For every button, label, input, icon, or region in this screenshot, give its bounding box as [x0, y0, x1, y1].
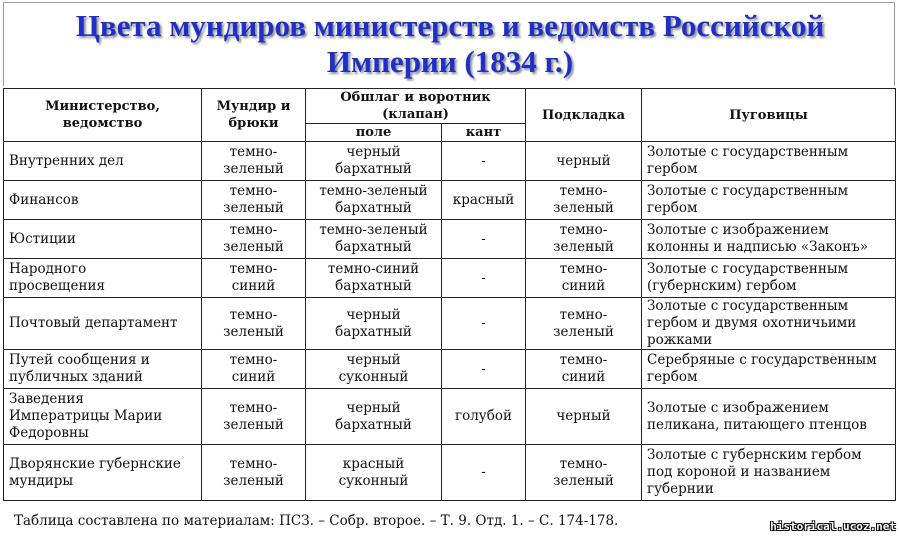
cell-buttons: Золотые с изображением пеликана, питающего птенцов	[642, 389, 896, 445]
cell-edging: -	[442, 142, 526, 181]
cell-buttons: Золотые с губернским гербом под короной и названием губернии	[642, 445, 896, 501]
cell-field: черный суконный	[306, 350, 442, 389]
cell-buttons: Золотые с государственным гербом и двумя охотничьими рожками	[642, 298, 896, 350]
cell-field: черный бархатный	[306, 298, 442, 350]
cell-buttons: Золотые с государственным (губернским) гербом	[642, 259, 896, 298]
uniform-colors-table	[3, 88, 896, 501]
table-row	[4, 389, 896, 445]
header-edging: кант	[442, 124, 526, 142]
cell-uniform: темно- зеленый	[202, 298, 306, 350]
table-row	[4, 181, 896, 220]
cell-lining: черный	[526, 142, 642, 181]
cell-ministry: Юстиции	[4, 220, 202, 259]
cell-field: красный суконный	[306, 445, 442, 501]
cell-uniform: темно- синий	[202, 259, 306, 298]
cell-uniform: темно- зеленый	[202, 181, 306, 220]
cell-edging: -	[442, 259, 526, 298]
cell-ministry: Дворянские губернские мундиры	[4, 445, 202, 501]
title-line: Цвета мундиров министерств и ведомств Российской	[75, 8, 825, 43]
cell-uniform: темно- зеленый	[202, 220, 306, 259]
cell-field: темно-зеленый бархатный	[306, 181, 442, 220]
cell-edging: -	[442, 350, 526, 389]
header-field: поле	[306, 124, 442, 142]
cell-uniform: темно- зеленый	[202, 142, 306, 181]
cell-buttons: Серебряные с государственным гербом	[642, 350, 896, 389]
header-uniform: Мундир и брюки	[202, 89, 306, 142]
table-row	[4, 445, 896, 501]
cell-uniform: темно- зеленый	[202, 445, 306, 501]
header-lining: Подкладка	[526, 89, 642, 142]
cell-uniform: темно- зеленый	[202, 389, 306, 445]
cell-lining: темно- синий	[526, 259, 642, 298]
cell-buttons: Золотые с государственным гербом	[642, 142, 896, 181]
cell-ministry: Финансов	[4, 181, 202, 220]
cell-field: черный бархатный	[306, 389, 442, 445]
cell-edging: -	[442, 445, 526, 501]
header-cuffs-collar: Обшлаг и воротник (клапан)	[306, 89, 526, 124]
cell-edging: -	[442, 220, 526, 259]
cell-ministry: Путей сообщения и публичных зданий	[4, 350, 202, 389]
cell-ministry: Почтовый департамент	[4, 298, 202, 350]
table-row	[4, 350, 896, 389]
source-footnote: Таблица составлена по материалам: ПСЗ. – Собр. второе. – Т. 9. Отд. 1. – С. 174-178.	[14, 513, 619, 529]
table-row	[4, 220, 896, 259]
cell-uniform: темно- синий	[202, 350, 306, 389]
cell-ministry: Народного просвещения	[4, 259, 202, 298]
site-watermark: historical.ucoz.net	[770, 520, 896, 533]
table-row	[4, 298, 896, 350]
cell-ministry: Внутренних дел	[4, 142, 202, 181]
cell-buttons: Золотые с изображением колонны и надписью «Законъ»	[642, 220, 896, 259]
cell-field: темно-синий бархатный	[306, 259, 442, 298]
cell-edging: красный	[442, 181, 526, 220]
cell-lining: темно- зеленый	[526, 298, 642, 350]
cell-lining: темно- синий	[526, 350, 642, 389]
cell-lining: темно- зеленый	[526, 181, 642, 220]
table-row	[4, 259, 896, 298]
cell-field: темно-зеленый бархатный	[306, 220, 442, 259]
cell-edging: -	[442, 298, 526, 350]
page-title	[0, 8, 900, 80]
cell-lining: темно- зеленый	[526, 220, 642, 259]
title-line: Империи (1834 г.)	[326, 44, 574, 79]
cell-field: черный бархатный	[306, 142, 442, 181]
cell-buttons: Золотые с государственным гербом	[642, 181, 896, 220]
cell-lining: черный	[526, 389, 642, 445]
cell-lining: темно- зеленый	[526, 445, 642, 501]
cell-edging: голубой	[442, 389, 526, 445]
header-ministry: Министерство, ведомство	[4, 89, 202, 142]
table-row	[4, 142, 896, 181]
header-buttons: Пуговицы	[642, 89, 896, 142]
cell-ministry: Заведения Императрицы Марии Федоровны	[4, 389, 202, 445]
